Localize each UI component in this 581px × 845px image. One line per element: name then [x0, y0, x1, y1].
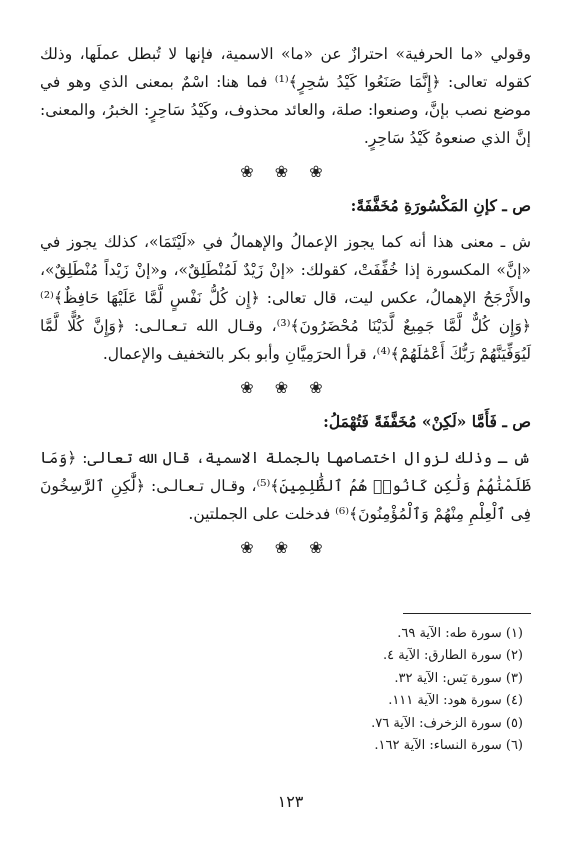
flower-separator: ❀ ❀ ❀ — [240, 538, 331, 557]
page-body — [40, 40, 531, 568]
footnote: (٦) سورة النساء: الآية ١٦٢. — [374, 738, 523, 754]
flower-separator: ❀ ❀ ❀ — [240, 378, 331, 397]
heading-in-makhfoufa: ص ـ كإنِ المَكْسُورَةِ مُخَفَّفَةً: — [350, 196, 531, 215]
footnote: (٤) سورة هود: الآية ١١١. — [388, 693, 523, 709]
footnote: (٢) سورة الطارق: الآية ٤. — [382, 648, 523, 664]
footnotes — [40, 623, 523, 757]
footnote-divider — [403, 613, 531, 614]
footnote: (٣) سورة يٓس: الآية ٣٢. — [394, 670, 523, 686]
footnote: (١) سورة طه: الآية ٦٩. — [397, 626, 523, 641]
paragraph-in-makhfoufa: ش ـ معنى هذا أنه كما يجوز الإعمالُ والإهمالُ في «لَيْتَمَا»، كذلك يجوز في «إنَّ» المكسورة إذا خُفِّفَتْ، كقولك: «إنْ زَيْدٌ لَمُنْطَلِقٌ»، و«إنْ زَيْداً مُنْطَلِقٌ»، والأَرْجَحُ الإهمالُ، عكس ليت، قال تعالى: ﴿إِن كُلُّ نَفْسٍ لَّمَّا عَلَيْهَا حَافِظٌ﴾⁽²⁾ ﴿وَإِن كُلٌّ لَّمَّا جَمِيعٌ لَّدَيْنَا مُحْضَرُونَ﴾⁽³⁾، وقـال الله تـعـالـى: ﴿وَإِنَّ كُلًّا لَّمَّا لَيُوَفِّيَنَّهُمْ رَبُّكَ أَعْمَٰلَهُمْ﴾⁽⁴⁾، قرأ الحرَمِيَّانِ وأبو بكر بالتخفيف والإعمال. — [40, 233, 532, 363]
heading-lakin-makhfoufa: ص ـ فَأَمَّا «لَكِنْ» مُخَفَّفَةً فَتُهْمَلُ: — [323, 412, 531, 431]
footnote: (٥) سورة الزخرف: الآية ٧٦. — [371, 715, 523, 731]
paragraph-lakin: ش ـ وذلك لزوال اختصاصها بالجملة الاسمية، قال الله تعالى: ﴿وَمَا ظَلَمْنَٰهُمْ وَلَٰكِن كَانُوا۟ هُمُ ٱلظَّٰلِمِينَ﴾⁽⁵⁾، وقـال تـعـالـى: ﴿لَّٰكِنِ ٱلرَّٰسِخُونَ فِى ٱلْعِلْمِ مِنْهُمْ وَٱلْمُؤْمِنُونَ﴾⁽⁶⁾ فدخلت على الجملتين. — [40, 449, 531, 523]
page-number: ١٢٣ — [277, 792, 304, 811]
paragraph-ma-harfiya: وقولي «ما الحرفية» احترازٌ عن «ما» الاسمية، فإنها لا تُبطل عملَها، وذلك كقوله تعالى: ﴿إِنَّمَا صَنَعُوا كَيْدُ سَٰحِرٍ﴾⁽¹⁾ فما هنا: اسْمٌ بمعنى الذي وهو في موضع نصب بإنَّ، وصنعوا: صلة، والعائد محذوف، وكَيْدُ سَاحِرٍ: الخبرُ، والمعنى: إنَّ الذي صنعوهُ كَيْدُ سَاحِرٍ. — [40, 45, 532, 147]
flower-separator: ❀ ❀ ❀ — [240, 162, 331, 181]
